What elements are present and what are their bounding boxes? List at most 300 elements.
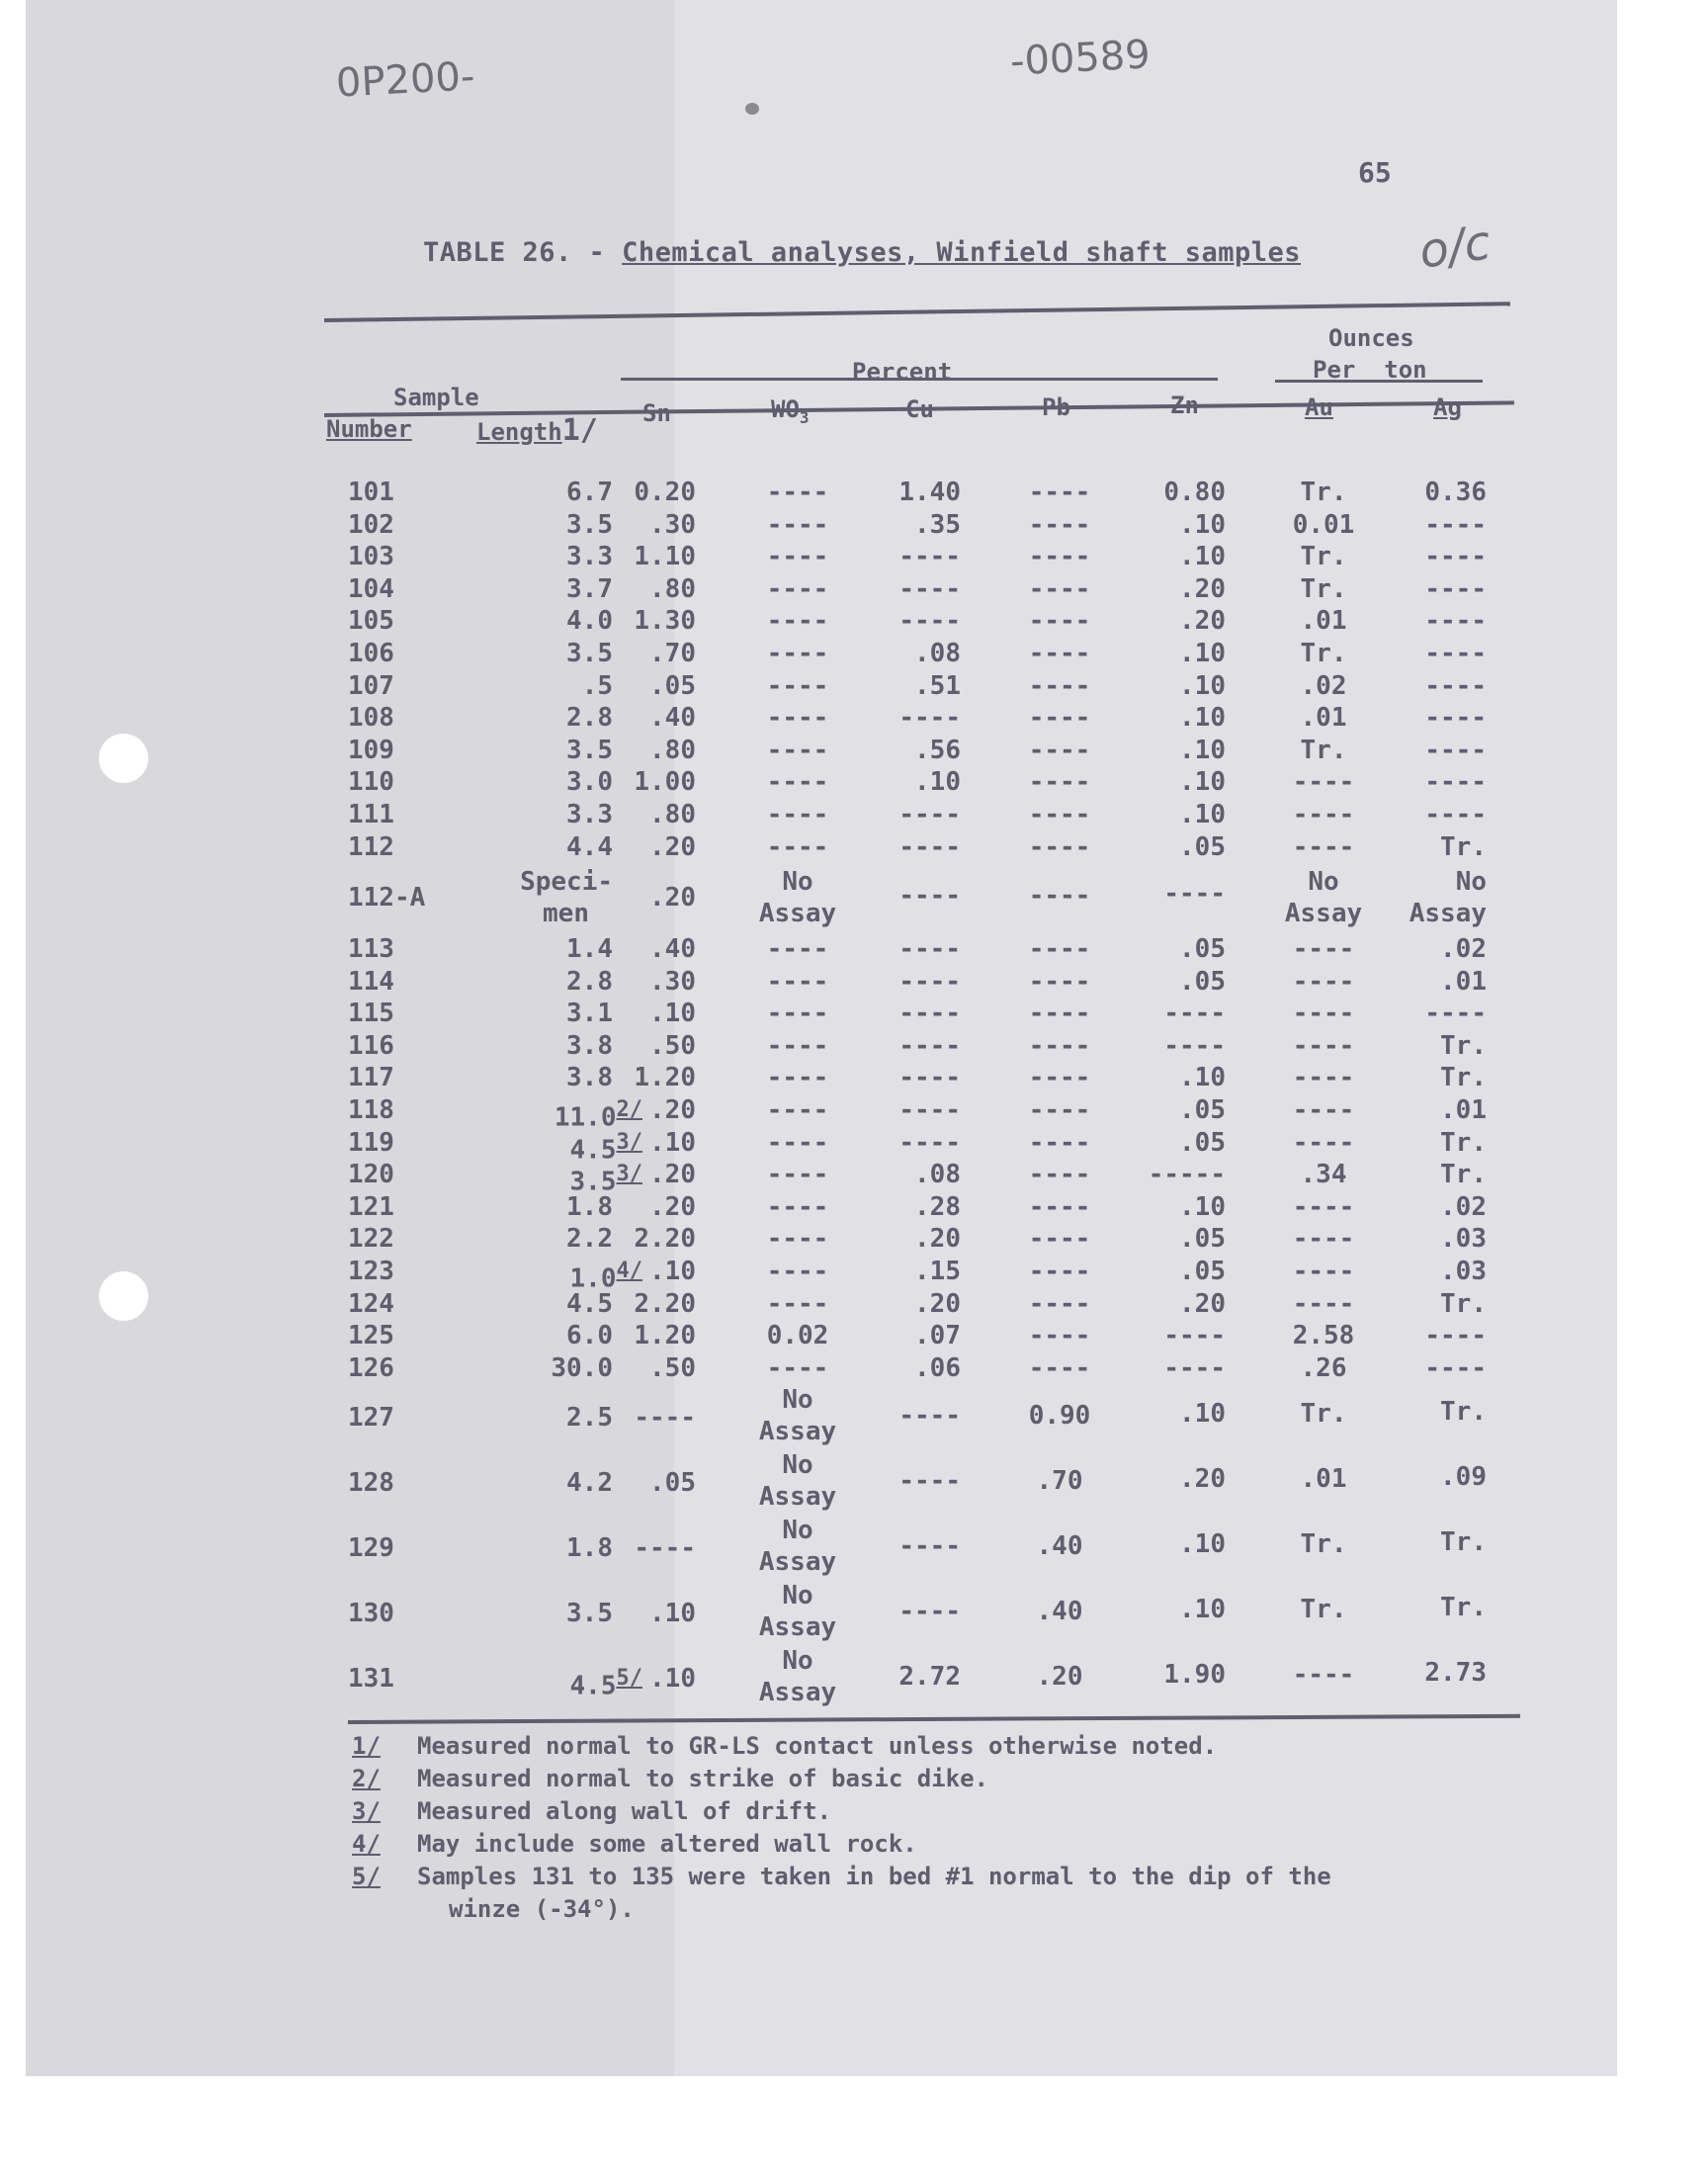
cell-au: Tr.: [1300, 735, 1347, 765]
footnote-text: May include some altered wall rock.: [417, 1830, 917, 1858]
cell-sn: .10: [649, 1599, 696, 1628]
cell-au: ----: [1292, 1660, 1355, 1690]
cell-sn: ----: [634, 1533, 696, 1563]
cell-sn: .80: [649, 735, 696, 765]
cell-zn: .05: [1179, 1224, 1226, 1255]
header-pb: Pb: [1042, 393, 1070, 421]
cell-pb: ----: [1028, 966, 1091, 997]
cell-wo3: ----: [766, 999, 829, 1029]
cell-pb: .40: [1036, 1597, 1083, 1626]
cell-cu: .20: [914, 1288, 961, 1319]
cell-sample-number: 101: [348, 478, 394, 507]
footnote-mark: 4/: [352, 1830, 381, 1858]
cell-ag: ----: [1424, 542, 1487, 572]
cell-sn: 1.10: [634, 542, 696, 572]
cell-au: Tr.: [1300, 573, 1347, 604]
cell-au: ----: [1292, 831, 1355, 862]
cell-sample-number: 125: [348, 1321, 394, 1351]
header-length: [476, 413, 598, 448]
cell-wo3-cont: Assay: [758, 1482, 837, 1512]
cell-length: 1.8: [566, 1533, 613, 1563]
cell-wo3: ----: [766, 606, 829, 637]
cell-ag: Tr.: [1440, 1397, 1487, 1427]
header-percent: Percent: [852, 358, 953, 386]
length-footnote-ref: 3/: [616, 1162, 642, 1187]
cell-ag: ----: [1424, 767, 1487, 798]
cell-length: 3.3: [566, 542, 613, 572]
cell-wo3: ----: [766, 703, 829, 734]
cell-cu: ----: [898, 1597, 961, 1626]
cell-au: Tr.: [1300, 542, 1347, 572]
header-sn: Sn: [642, 399, 671, 427]
cell-wo3: ----: [766, 1095, 829, 1125]
cell-cu: ----: [898, 831, 961, 862]
cell-au: ----: [1292, 934, 1355, 964]
punch-hole-bottom: [99, 1271, 148, 1321]
footnote-mark: 3/: [352, 1797, 381, 1825]
cell-ag: Tr.: [1440, 1160, 1487, 1190]
cell-pb: ----: [1028, 509, 1091, 540]
cell-au: Tr.: [1300, 1529, 1347, 1559]
cell-ag: .01: [1440, 1095, 1487, 1125]
cell-ag: No: [1455, 867, 1487, 897]
cell-zn: .10: [1179, 1063, 1226, 1093]
cell-pb: ----: [1028, 831, 1091, 862]
cell-length-cont: men: [543, 899, 589, 928]
cell-pb: ----: [1028, 934, 1091, 964]
header-wo3: [771, 395, 810, 427]
cell-ag: ----: [1424, 735, 1487, 765]
cell-zn: .10: [1179, 1191, 1226, 1222]
cell-wo3: ----: [766, 800, 829, 829]
cell-cu: ----: [898, 800, 961, 829]
footnote-text: Samples 131 to 135 were taken in bed #1 normal to the dip of the: [417, 1863, 1331, 1890]
punch-hole-top: [99, 734, 148, 783]
cell-wo3-cont: Assay: [758, 1678, 837, 1707]
cell-sn: .20: [649, 1191, 696, 1222]
cell-sample-number: 120: [348, 1160, 394, 1190]
cell-cu: .20: [914, 1224, 961, 1255]
header-ag: Ag: [1433, 393, 1462, 421]
header-ounces: Ounces: [1328, 324, 1414, 352]
cell-au: Tr.: [1300, 639, 1347, 668]
cell-sample-number: 114: [348, 966, 394, 997]
table-title: [423, 237, 1301, 268]
stamp-left: 0P200-: [334, 53, 476, 107]
cell-ag: ----: [1424, 800, 1487, 829]
cell-cu: ----: [898, 606, 961, 637]
cell-au: ----: [1292, 966, 1355, 997]
cell-cu: .07: [914, 1321, 961, 1351]
cell-pb: ----: [1028, 999, 1091, 1029]
cell-cu: .35: [914, 509, 961, 540]
cell-sn: .40: [649, 934, 696, 964]
cell-length: Speci-: [520, 867, 613, 897]
cell-pb: ----: [1028, 1160, 1091, 1190]
cell-pb: ----: [1028, 1321, 1091, 1351]
cell-sn: .20: [649, 831, 696, 862]
cell-au: Tr.: [1300, 1399, 1347, 1429]
cell-cu: .10: [914, 767, 961, 798]
cell-sample-number: 108: [348, 703, 394, 734]
cell-ag: Tr.: [1440, 1593, 1487, 1622]
cell-length: 3.5: [566, 735, 613, 765]
cell-length: $3.5^{3/}$: [569, 1162, 642, 1197]
cell-au: ----: [1292, 1257, 1355, 1286]
cell-sn: .10: [649, 999, 696, 1029]
cell-ag: ----: [1424, 606, 1487, 637]
cell-au: .26: [1300, 1352, 1347, 1383]
footnote: [352, 1765, 988, 1792]
cell-pb: ----: [1028, 1257, 1091, 1286]
cell-sn: .50: [649, 1352, 696, 1383]
cell-length: 6.7: [566, 478, 613, 507]
cell-pb: ----: [1028, 606, 1091, 637]
stamp-right: -00589: [1008, 32, 1152, 85]
cell-au: ----: [1292, 1063, 1355, 1093]
cell-au: ----: [1292, 1095, 1355, 1125]
cell-sn: 0.20: [634, 478, 696, 507]
length-footnote-ref: 3/: [616, 1129, 642, 1155]
cell-wo3-cont: Assay: [758, 1547, 837, 1577]
cell-wo3: ----: [766, 1288, 829, 1319]
cell-au: Tr.: [1300, 1595, 1347, 1624]
cell-zn: .10: [1179, 670, 1226, 701]
cell-ag: Tr.: [1440, 1527, 1487, 1557]
cell-zn: .10: [1179, 1399, 1226, 1429]
cell-length: 2.2: [566, 1224, 613, 1255]
cell-cu: ----: [898, 934, 961, 964]
cell-ag-cont: Assay: [1409, 899, 1487, 928]
cell-ag: Tr.: [1440, 1030, 1487, 1061]
cell-pb: ----: [1028, 1127, 1091, 1158]
cell-sample-number: 126: [348, 1352, 394, 1383]
cell-wo3: No: [782, 1581, 813, 1610]
cell-au: ----: [1292, 800, 1355, 829]
cell-sn: .10: [649, 1257, 696, 1286]
cell-zn: ----: [1163, 1030, 1226, 1061]
cell-length: 6.0: [566, 1321, 613, 1351]
cell-length: 3.8: [566, 1030, 613, 1061]
cell-ag: ----: [1424, 1352, 1487, 1383]
footnote-mark: 1/: [352, 1732, 381, 1760]
footnote-text: Measured normal to GR-LS contact unless otherwise noted.: [417, 1732, 1218, 1760]
cell-sample-number: 110: [348, 767, 394, 798]
cell-zn: ----: [1163, 1352, 1226, 1383]
cell-pb: ----: [1028, 800, 1091, 829]
cell-wo3-cont: Assay: [758, 1417, 837, 1446]
cell-cu: ----: [898, 703, 961, 734]
cell-au: ----: [1292, 1224, 1355, 1255]
cell-zn: .10: [1179, 735, 1226, 765]
cell-pb: ----: [1028, 1030, 1091, 1061]
cell-sample-number: 123: [348, 1257, 394, 1286]
cell-sn: ----: [634, 1403, 696, 1433]
cell-pb: ----: [1028, 639, 1091, 668]
cell-zn: .10: [1179, 800, 1226, 829]
cell-cu: ----: [898, 881, 961, 911]
cell-sample-number: 128: [348, 1468, 394, 1498]
header-number: Number: [326, 415, 412, 443]
cell-au: Tr.: [1300, 478, 1347, 507]
cell-sample-number: 124: [348, 1288, 394, 1319]
cell-sample-number: 103: [348, 542, 394, 572]
cell-wo3: ----: [766, 478, 829, 507]
cell-cu: ----: [898, 1401, 961, 1431]
cell-wo3: ----: [766, 1127, 829, 1158]
cell-zn: .05: [1179, 1257, 1226, 1286]
cell-sample-number: 116: [348, 1030, 394, 1061]
cell-pb: ----: [1028, 1063, 1091, 1093]
cell-sample-number: 115: [348, 999, 394, 1029]
cell-zn: .05: [1179, 966, 1226, 997]
cell-cu: .06: [914, 1352, 961, 1383]
title-text: Chemical analyses, Winfield shaft samples: [622, 237, 1302, 268]
cell-zn: .20: [1179, 1288, 1226, 1319]
cell-ag: ----: [1424, 1321, 1487, 1351]
cell-zn: .10: [1179, 1595, 1226, 1624]
header-wo3-sub: 3: [799, 407, 810, 427]
cell-wo3: No: [782, 1385, 813, 1415]
length-footnote-ref: 4/: [616, 1259, 642, 1283]
cell-zn: .10: [1179, 703, 1226, 734]
cell-zn: 0.80: [1163, 478, 1226, 507]
cell-wo3: ----: [766, 1257, 829, 1286]
ink-spot: [745, 103, 759, 115]
cell-au: ----: [1292, 1191, 1355, 1222]
cell-length: $1.0^{4/}$: [569, 1259, 642, 1294]
cell-pb: ----: [1028, 881, 1091, 911]
cell-wo3-cont: Assay: [758, 1612, 837, 1642]
cell-sample-number: 130: [348, 1599, 394, 1628]
cell-length: 2.8: [566, 966, 613, 997]
cell-length: 4.0: [566, 606, 613, 637]
cell-au: 0.01: [1292, 509, 1355, 540]
cell-pb: .40: [1036, 1531, 1083, 1561]
cell-sample-number: 112-A: [348, 883, 426, 913]
footnote-text: winze (-34°).: [449, 1895, 635, 1923]
cell-zn: .05: [1179, 1127, 1226, 1158]
cell-cu: .08: [914, 1160, 961, 1190]
cell-ag: ----: [1424, 703, 1487, 734]
cell-pb: ----: [1028, 1191, 1091, 1222]
cell-length: 3.5: [566, 509, 613, 540]
cell-zn: .20: [1179, 606, 1226, 637]
cell-sn: .70: [649, 639, 696, 668]
cell-wo3: ----: [766, 542, 829, 572]
cell-wo3: ----: [766, 966, 829, 997]
cell-sample-number: 122: [348, 1224, 394, 1255]
cell-sample-number: 121: [348, 1191, 394, 1222]
cell-length: 3.7: [566, 573, 613, 604]
cell-ag: ----: [1424, 639, 1487, 668]
cell-sample-number: 111: [348, 800, 394, 829]
cell-zn: .05: [1179, 934, 1226, 964]
cell-ag: Tr.: [1440, 831, 1487, 862]
cell-au-cont: Assay: [1284, 899, 1363, 928]
cell-sample-number: 107: [348, 670, 394, 701]
footnote: [352, 1797, 831, 1825]
cell-sn: .50: [649, 1030, 696, 1061]
cell-pb: ----: [1028, 767, 1091, 798]
cell-ag: .02: [1440, 934, 1487, 964]
cell-au: 2.58: [1292, 1321, 1355, 1351]
footnote-text: Measured along wall of drift.: [417, 1797, 832, 1825]
cell-length: .5: [581, 670, 613, 701]
cell-length: 3.5: [566, 639, 613, 668]
cell-sample-number: 117: [348, 1063, 394, 1093]
cell-ag: .09: [1440, 1462, 1487, 1492]
cell-zn: ----: [1163, 879, 1226, 909]
cell-sample-number: 105: [348, 606, 394, 637]
cell-sample-number: 113: [348, 934, 394, 964]
cell-wo3: No: [782, 1450, 813, 1480]
cell-sn: .20: [649, 1095, 696, 1125]
cell-sn: 2.20: [634, 1224, 696, 1255]
header-length-note: 1/: [561, 413, 598, 448]
cell-sample-number: 131: [348, 1664, 394, 1694]
cell-ag: ----: [1424, 573, 1487, 604]
cell-au: ----: [1292, 1030, 1355, 1061]
cell-zn: .10: [1179, 509, 1226, 540]
cell-sn: .40: [649, 703, 696, 734]
cell-length: 2.5: [566, 1403, 613, 1433]
cell-au: ----: [1292, 767, 1355, 798]
cell-cu: ----: [898, 1531, 961, 1561]
cell-cu: .08: [914, 639, 961, 668]
cell-length: $4.5^{5/}$: [569, 1666, 642, 1701]
footnote: [352, 1895, 635, 1923]
cell-wo3-cont: Assay: [758, 899, 837, 928]
cell-length: $11.0^{2/}$: [554, 1097, 642, 1133]
cell-length: 1.4: [566, 934, 613, 964]
footnote: [352, 1863, 1331, 1890]
cell-zn: ----: [1163, 1321, 1226, 1351]
cell-sample-number: 112: [348, 831, 394, 862]
cell-wo3: 0.02: [766, 1321, 829, 1351]
title-prefix: TABLE 26. -: [423, 237, 623, 268]
cell-zn: .05: [1179, 831, 1226, 862]
cell-sn: .80: [649, 800, 696, 829]
cell-wo3: ----: [766, 735, 829, 765]
cell-sn: .20: [649, 1160, 696, 1190]
cell-wo3: ----: [766, 831, 829, 862]
cell-pb: ----: [1028, 703, 1091, 734]
cell-pb: ----: [1028, 735, 1091, 765]
cell-zn: .10: [1179, 1529, 1226, 1559]
cell-wo3: ----: [766, 639, 829, 668]
footnote-mark: 5/: [352, 1863, 381, 1890]
cell-pb: ----: [1028, 1352, 1091, 1383]
cell-sn: 1.20: [634, 1321, 696, 1351]
cell-au: .01: [1300, 703, 1347, 734]
cell-zn: .10: [1179, 767, 1226, 798]
cell-au: ----: [1292, 1127, 1355, 1158]
cell-zn: .10: [1179, 542, 1226, 572]
cell-length: 3.8: [566, 1063, 613, 1093]
handwritten-annotation: o/c: [1415, 215, 1494, 280]
length-footnote-ref: 2/: [616, 1097, 642, 1122]
cell-cu: ----: [898, 573, 961, 604]
cell-ag: Tr.: [1440, 1127, 1487, 1158]
cell-pb: .20: [1036, 1662, 1083, 1692]
cell-cu: .28: [914, 1191, 961, 1222]
cell-ag: Tr.: [1440, 1288, 1487, 1319]
cell-length: 4.4: [566, 831, 613, 862]
cell-pb: 0.90: [1028, 1401, 1091, 1431]
cell-pb: ----: [1028, 1288, 1091, 1319]
cell-wo3: ----: [766, 1063, 829, 1093]
cell-cu: .56: [914, 735, 961, 765]
cell-cu: ----: [898, 1466, 961, 1496]
cell-pb: ----: [1028, 573, 1091, 604]
cell-cu: ----: [898, 1127, 961, 1158]
cell-sn: .30: [649, 966, 696, 997]
cell-cu: ----: [898, 999, 961, 1029]
cell-ag: ----: [1424, 670, 1487, 701]
cell-sn: .05: [649, 1468, 696, 1498]
footnote-mark: 2/: [352, 1765, 381, 1792]
cell-wo3: ----: [766, 1224, 829, 1255]
cell-cu: .15: [914, 1257, 961, 1286]
cell-length: 30.0: [551, 1352, 613, 1383]
cell-pb: .70: [1036, 1466, 1083, 1496]
cell-au: No: [1308, 867, 1339, 897]
cell-wo3: No: [782, 1516, 813, 1545]
header-length-label: Length: [476, 418, 562, 446]
cell-wo3: ----: [766, 1160, 829, 1190]
cell-wo3: ----: [766, 767, 829, 798]
cell-pb: ----: [1028, 1095, 1091, 1125]
cell-zn: -----: [1148, 1160, 1226, 1190]
cell-wo3: No: [782, 867, 813, 897]
cell-sn: .80: [649, 573, 696, 604]
cell-wo3: No: [782, 1646, 813, 1676]
cell-sn: .05: [649, 670, 696, 701]
cell-pb: ----: [1028, 478, 1091, 507]
header-sample: Sample: [393, 384, 479, 411]
cell-wo3: ----: [766, 934, 829, 964]
cell-cu: ----: [898, 966, 961, 997]
cell-cu: 1.40: [898, 478, 961, 507]
cell-sample-number: 106: [348, 639, 394, 668]
cell-cu: ----: [898, 542, 961, 572]
cell-zn: .10: [1179, 639, 1226, 668]
cell-ag: 2.73: [1424, 1658, 1487, 1688]
header-au: Au: [1305, 393, 1333, 421]
cell-sn: .10: [649, 1127, 696, 1158]
cell-wo3: ----: [766, 573, 829, 604]
cell-wo3: ----: [766, 509, 829, 540]
cell-au: ----: [1292, 1288, 1355, 1319]
footnote-text: Measured normal to strike of basic dike.: [417, 1765, 988, 1792]
cell-zn: 1.90: [1163, 1660, 1226, 1690]
cell-sample-number: 118: [348, 1095, 394, 1125]
cell-wo3: ----: [766, 670, 829, 701]
cell-au: .01: [1300, 606, 1347, 637]
length-footnote-ref: 5/: [616, 1666, 642, 1691]
cell-length: 4.5: [566, 1288, 613, 1319]
cell-sample-number: 119: [348, 1127, 394, 1158]
cell-wo3: ----: [766, 1352, 829, 1383]
cell-length: 3.3: [566, 800, 613, 829]
cell-sample-number: 127: [348, 1403, 394, 1433]
cell-ag: .01: [1440, 966, 1487, 997]
cell-cu: ----: [898, 1063, 961, 1093]
cell-cu: ----: [898, 1030, 961, 1061]
cell-wo3: ----: [766, 1030, 829, 1061]
cell-sample-number: 102: [348, 509, 394, 540]
